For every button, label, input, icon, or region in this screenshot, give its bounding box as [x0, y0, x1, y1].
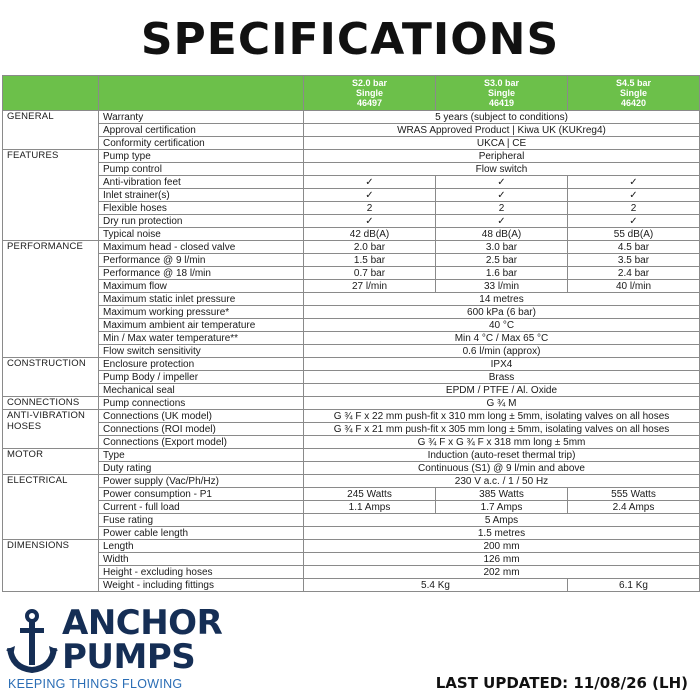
- table-row: [3, 137, 700, 150]
- model-pressure: S2.0 bar: [351, 78, 388, 88]
- spec-value: 2: [304, 202, 436, 215]
- table-row: [3, 449, 700, 462]
- spec-value: ✓: [436, 176, 568, 189]
- table-row: [3, 124, 700, 137]
- spec-value: UKCA | CE: [304, 137, 700, 150]
- table-row: [3, 488, 700, 501]
- spec-value: 200 mm: [304, 540, 700, 553]
- spec-value: ✓: [304, 176, 436, 189]
- table-row: [3, 540, 700, 553]
- table-row: [3, 410, 700, 423]
- table-row: [3, 397, 700, 410]
- spec-value: IPX4: [304, 358, 700, 371]
- spec-value: ✓: [568, 215, 700, 228]
- spec-value: 27 l/min: [304, 280, 436, 293]
- table-row: [3, 254, 700, 267]
- table-row: [3, 566, 700, 579]
- section-label: FEATURES: [3, 150, 99, 241]
- model-type: Single: [487, 88, 515, 98]
- spec-value: Continuous (S1) @ 9 l/min and above: [304, 462, 700, 475]
- spec-label: Maximum static inlet pressure: [99, 293, 304, 306]
- spec-label: Maximum flow: [99, 280, 304, 293]
- spec-label: Approval certification: [99, 124, 304, 137]
- spec-label: Performance @ 18 l/min: [99, 267, 304, 280]
- spec-label: Maximum ambient air temperature: [99, 319, 304, 332]
- section-label: GENERAL: [3, 111, 99, 150]
- section-label: CONSTRUCTION: [3, 358, 99, 397]
- spec-label: Maximum head - closed valve: [99, 241, 304, 254]
- model-header: [304, 76, 436, 111]
- table-row: [3, 514, 700, 527]
- spec-value: 126 mm: [304, 553, 700, 566]
- table-row: [3, 501, 700, 514]
- table-row: [3, 163, 700, 176]
- table-row: [3, 423, 700, 436]
- spec-value: 0.7 bar: [304, 267, 436, 280]
- table-row: [3, 475, 700, 488]
- table-row: [3, 150, 700, 163]
- spec-label: Pump type: [99, 150, 304, 163]
- spec-label: Type: [99, 449, 304, 462]
- model-type: Single: [355, 88, 383, 98]
- table-row: [3, 332, 700, 345]
- spec-value: G ¾ F x 22 mm push-fit x 310 mm long ± 5mm, isolating valves on all hoses: [304, 410, 700, 423]
- spec-value: 202 mm: [304, 566, 700, 579]
- spec-value: Peripheral: [304, 150, 700, 163]
- spec-value: ✓: [436, 189, 568, 202]
- spec-label: Maximum working pressure*: [99, 306, 304, 319]
- spec-value: 245 Watts: [304, 488, 436, 501]
- spec-label: Inlet strainer(s): [99, 189, 304, 202]
- section-label: MOTOR: [3, 449, 99, 475]
- spec-value: Brass: [304, 371, 700, 384]
- table-header-row: [3, 76, 700, 111]
- model-pressure: S4.5 bar: [615, 78, 652, 88]
- table-row: [3, 189, 700, 202]
- spec-value: 1.7 Amps: [436, 501, 568, 514]
- spec-label: Power supply (Vac/Ph/Hz): [99, 475, 304, 488]
- table-row: [3, 202, 700, 215]
- table-row: [3, 215, 700, 228]
- spec-label: Fuse rating: [99, 514, 304, 527]
- anchor-pumps-logo: [6, 604, 246, 692]
- spec-value: 42 dB(A): [304, 228, 436, 241]
- model-pressure: S3.0 bar: [483, 78, 520, 88]
- spec-value: 14 metres: [304, 293, 700, 306]
- spec-value: WRAS Approved Product | Kiwa UK (KUKreg4): [304, 124, 700, 137]
- spec-value: 1.1 Amps: [304, 501, 436, 514]
- spec-value: 5.4 Kg: [304, 579, 568, 592]
- spec-value: 0.6 l/min (approx): [304, 345, 700, 358]
- spec-value: 555 Watts: [568, 488, 700, 501]
- specifications-table: [2, 75, 700, 592]
- table-row: [3, 280, 700, 293]
- spec-value: 33 l/min: [436, 280, 568, 293]
- last-updated: LAST UPDATED: 11/08/26 (LH): [435, 674, 688, 692]
- spec-value: 1.5 metres: [304, 527, 700, 540]
- table-row: [3, 319, 700, 332]
- spec-value: ✓: [436, 215, 568, 228]
- spec-label: Warranty: [99, 111, 304, 124]
- spec-value: 2.5 bar: [436, 254, 568, 267]
- anchor-icon: [6, 608, 58, 674]
- model-code: 46420: [620, 98, 647, 108]
- table-row: [3, 553, 700, 566]
- spec-value: 3.5 bar: [568, 254, 700, 267]
- spec-value: EPDM / PTFE / Al. Oxide: [304, 384, 700, 397]
- spec-value: 2.0 bar: [304, 241, 436, 254]
- table-row: [3, 267, 700, 280]
- spec-label: Flow switch sensitivity: [99, 345, 304, 358]
- spec-value: 1.6 bar: [436, 267, 568, 280]
- table-row: [3, 384, 700, 397]
- table-row: [3, 436, 700, 449]
- spec-value: 385 Watts: [436, 488, 568, 501]
- logo-line2: PUMPS: [62, 637, 196, 677]
- model-code: 46497: [356, 98, 383, 108]
- spec-label: Power cable length: [99, 527, 304, 540]
- spec-label: Min / Max water temperature**: [99, 332, 304, 345]
- table-row: [3, 241, 700, 254]
- spec-value: 2.4 bar: [568, 267, 700, 280]
- spec-label: Enclosure protection: [99, 358, 304, 371]
- spec-label: Pump Body / impeller: [99, 371, 304, 384]
- spec-label: Flexible hoses: [99, 202, 304, 215]
- spec-value: 3.0 bar: [436, 241, 568, 254]
- spec-value: ✓: [304, 215, 436, 228]
- spec-label: Dry run protection: [99, 215, 304, 228]
- spec-value: Min 4 °C / Max 65 °C: [304, 332, 700, 345]
- spec-label: Pump connections: [99, 397, 304, 410]
- table-row: [3, 579, 700, 592]
- table-row: [3, 293, 700, 306]
- spec-label: Conformity certification: [99, 137, 304, 150]
- spec-label: Anti-vibration feet: [99, 176, 304, 189]
- table-row: [3, 306, 700, 319]
- spec-value: 2.4 Amps: [568, 501, 700, 514]
- spec-value: ✓: [304, 189, 436, 202]
- spec-value: 40 °C: [304, 319, 700, 332]
- page-title: SPECIFICATIONS: [140, 14, 560, 65]
- logo-tagline: KEEPING THINGS FLOWING: [8, 677, 183, 691]
- spec-value: G ¾ F x 21 mm push-fit x 305 mm long ± 5mm, isolating valves on all hoses: [304, 423, 700, 436]
- spec-value: 2: [436, 202, 568, 215]
- spec-value: ✓: [568, 176, 700, 189]
- table-row: [3, 371, 700, 384]
- table-row: [3, 345, 700, 358]
- section-label: ELECTRICAL: [3, 475, 99, 540]
- header-blank: [99, 76, 304, 111]
- spec-label: Connections (UK model): [99, 410, 304, 423]
- model-header: [436, 76, 568, 111]
- model-code: 46419: [488, 98, 515, 108]
- spec-value: 55 dB(A): [568, 228, 700, 241]
- spec-value: Induction (auto-reset thermal trip): [304, 449, 700, 462]
- spec-value: 4.5 bar: [568, 241, 700, 254]
- section-label: ANTI-VIBRATION HOSES: [3, 410, 99, 449]
- spec-value: 6.1 Kg: [568, 579, 700, 592]
- spec-value: 40 l/min: [568, 280, 700, 293]
- logo-line1: ANCHOR: [62, 603, 223, 643]
- table-row: [3, 111, 700, 124]
- spec-label: Current - full load: [99, 501, 304, 514]
- table-row: [3, 358, 700, 371]
- spec-value: 230 V a.c. / 1 / 50 Hz: [304, 475, 700, 488]
- spec-label: Connections (Export model): [99, 436, 304, 449]
- spec-label: Performance @ 9 l/min: [99, 254, 304, 267]
- spec-value: 5 years (subject to conditions): [304, 111, 700, 124]
- table-row: [3, 228, 700, 241]
- spec-label: Mechanical seal: [99, 384, 304, 397]
- spec-value: 2: [568, 202, 700, 215]
- spec-label: Width: [99, 553, 304, 566]
- header-blank: [3, 76, 99, 111]
- spec-value: G ¾ M: [304, 397, 700, 410]
- table-row: [3, 462, 700, 475]
- spec-label: Duty rating: [99, 462, 304, 475]
- model-header: [568, 76, 700, 111]
- spec-value: 5 Amps: [304, 514, 700, 527]
- section-label: CONNECTIONS: [3, 397, 99, 410]
- table-row: [3, 176, 700, 189]
- spec-label: Typical noise: [99, 228, 304, 241]
- section-label: PERFORMANCE: [3, 241, 99, 358]
- spec-value: 600 kPa (6 bar): [304, 306, 700, 319]
- spec-value: ✓: [568, 189, 700, 202]
- spec-value: 48 dB(A): [436, 228, 568, 241]
- specifications-body: [3, 111, 700, 592]
- spec-label: Height - excluding hoses: [99, 566, 304, 579]
- spec-value: 1.5 bar: [304, 254, 436, 267]
- table-row: [3, 527, 700, 540]
- spec-label: Power consumption - P1: [99, 488, 304, 501]
- spec-label: Weight - including fittings: [99, 579, 304, 592]
- spec-label: Connections (ROI model): [99, 423, 304, 436]
- spec-label: Pump control: [99, 163, 304, 176]
- model-type: Single: [619, 88, 647, 98]
- section-label: DIMENSIONS: [3, 540, 99, 592]
- spec-value: Flow switch: [304, 163, 700, 176]
- spec-value: G ¾ F x G ¾ F x 318 mm long ± 5mm: [304, 436, 700, 449]
- spec-label: Length: [99, 540, 304, 553]
